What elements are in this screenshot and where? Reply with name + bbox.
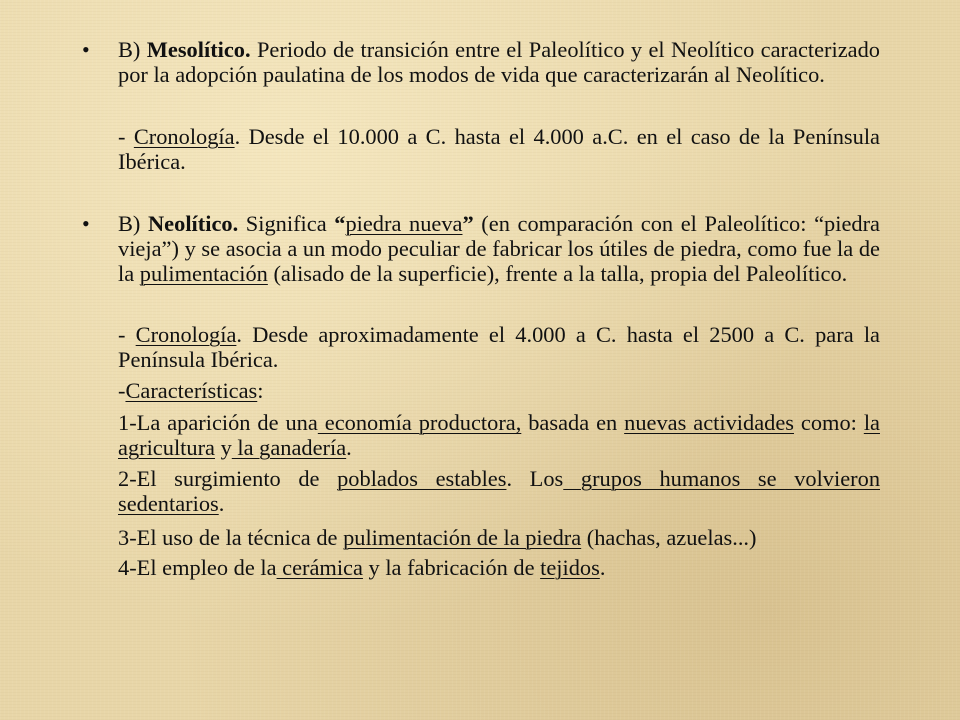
caracteristica-item-4 <box>118 555 880 580</box>
caracteristica-item-2 <box>118 466 880 516</box>
neolitico-text-1: Significa <box>238 211 335 236</box>
caracteristica-item-3 <box>118 525 880 550</box>
caract-suffix: : <box>257 378 264 403</box>
economia-productora: economía productora, <box>317 410 522 435</box>
mesolitico-paragraph <box>82 37 880 87</box>
item2-text-c: . Los <box>506 466 564 491</box>
neolitico-prefix: B) <box>118 211 149 236</box>
neolitico-cronologia <box>118 322 880 372</box>
bullet-icon: • <box>82 37 90 62</box>
mesolitico-text: Periodo de transición entre el Paleolítico y el Neolítico caracterizado por la adopción paulatina de los modos de vida que caracterizarán al Neolítico. <box>118 37 880 87</box>
item4-text-e: . <box>599 555 606 580</box>
caract-prefix: - <box>118 378 126 403</box>
item2-text-a: 2-El surgimiento de <box>118 466 338 491</box>
item4-text-c: y la fabricación de <box>362 555 541 580</box>
tejidos: tejidos <box>540 555 600 580</box>
caracteristica-item-1 <box>118 410 880 460</box>
neolitico-text-2: (en comparación con el Paleolítico: “piedra vieja”) y se asocia a un modo peculiar de fabricar los útiles de piedra, como fue la de la <box>118 211 880 286</box>
crono-prefix: - <box>118 124 134 149</box>
la-agricultura: la agricultura <box>118 410 880 460</box>
item1-text-c: basada en <box>521 410 625 435</box>
pulimentacion: pulimentación <box>139 261 268 286</box>
la-ganaderia: la ganadería <box>231 435 347 460</box>
caracteristicas-label: Características <box>125 378 258 403</box>
caracteristicas-heading <box>118 378 880 403</box>
item1-text-e: como: <box>793 410 864 435</box>
item1-text-a: 1-La aparición de una <box>118 410 318 435</box>
neolitico-heading: Neolítico. <box>148 211 239 236</box>
mesolitico-prefix: B) <box>118 37 147 62</box>
crono-prefix: - <box>118 322 136 347</box>
ceramica: cerámica <box>276 555 363 580</box>
item1-text-i: . <box>346 435 352 460</box>
piedra-nueva: piedra nueva <box>345 211 463 236</box>
item2-text-e: . <box>218 491 225 516</box>
grupos-humanos-sedentarios: grupos humanos se volvieron sedentarios <box>118 466 881 516</box>
item3-text-a: 3-El uso de la técnica de <box>118 525 344 550</box>
neolitico-paragraph <box>82 211 880 286</box>
cronologia-label: Cronología <box>135 322 237 347</box>
item1-text-g: y <box>214 435 232 460</box>
mesolitico-heading: Mesolítico. <box>146 37 251 62</box>
poblados-estables: poblados estables <box>337 466 507 491</box>
neolitico-text-3: (alisado de la superficie), frente a la talla, propia del Paleolítico. <box>267 261 848 286</box>
mesolitico-cronologia <box>118 124 880 174</box>
cronologia-label: Cronología <box>133 124 235 149</box>
quote-close: ” <box>462 211 474 236</box>
pulimentacion-de-la-piedra: pulimentación de la piedra <box>343 525 582 550</box>
quote-open: “ <box>334 211 346 236</box>
nuevas-actividades: nuevas actividades <box>624 410 794 435</box>
bullet-icon: • <box>82 211 90 236</box>
item3-text-c: (hachas, azuelas...) <box>581 525 757 550</box>
item4-text-a: 4-El empleo de la <box>118 555 277 580</box>
cronologia-text: . Desde aproximadamente el 4.000 a C. hasta el 2500 a C. para la Península Ibérica. <box>118 322 880 372</box>
cronologia-text: . Desde el 10.000 a C. hasta el 4.000 a.C. en el caso de la Península Ibérica. <box>118 124 880 174</box>
